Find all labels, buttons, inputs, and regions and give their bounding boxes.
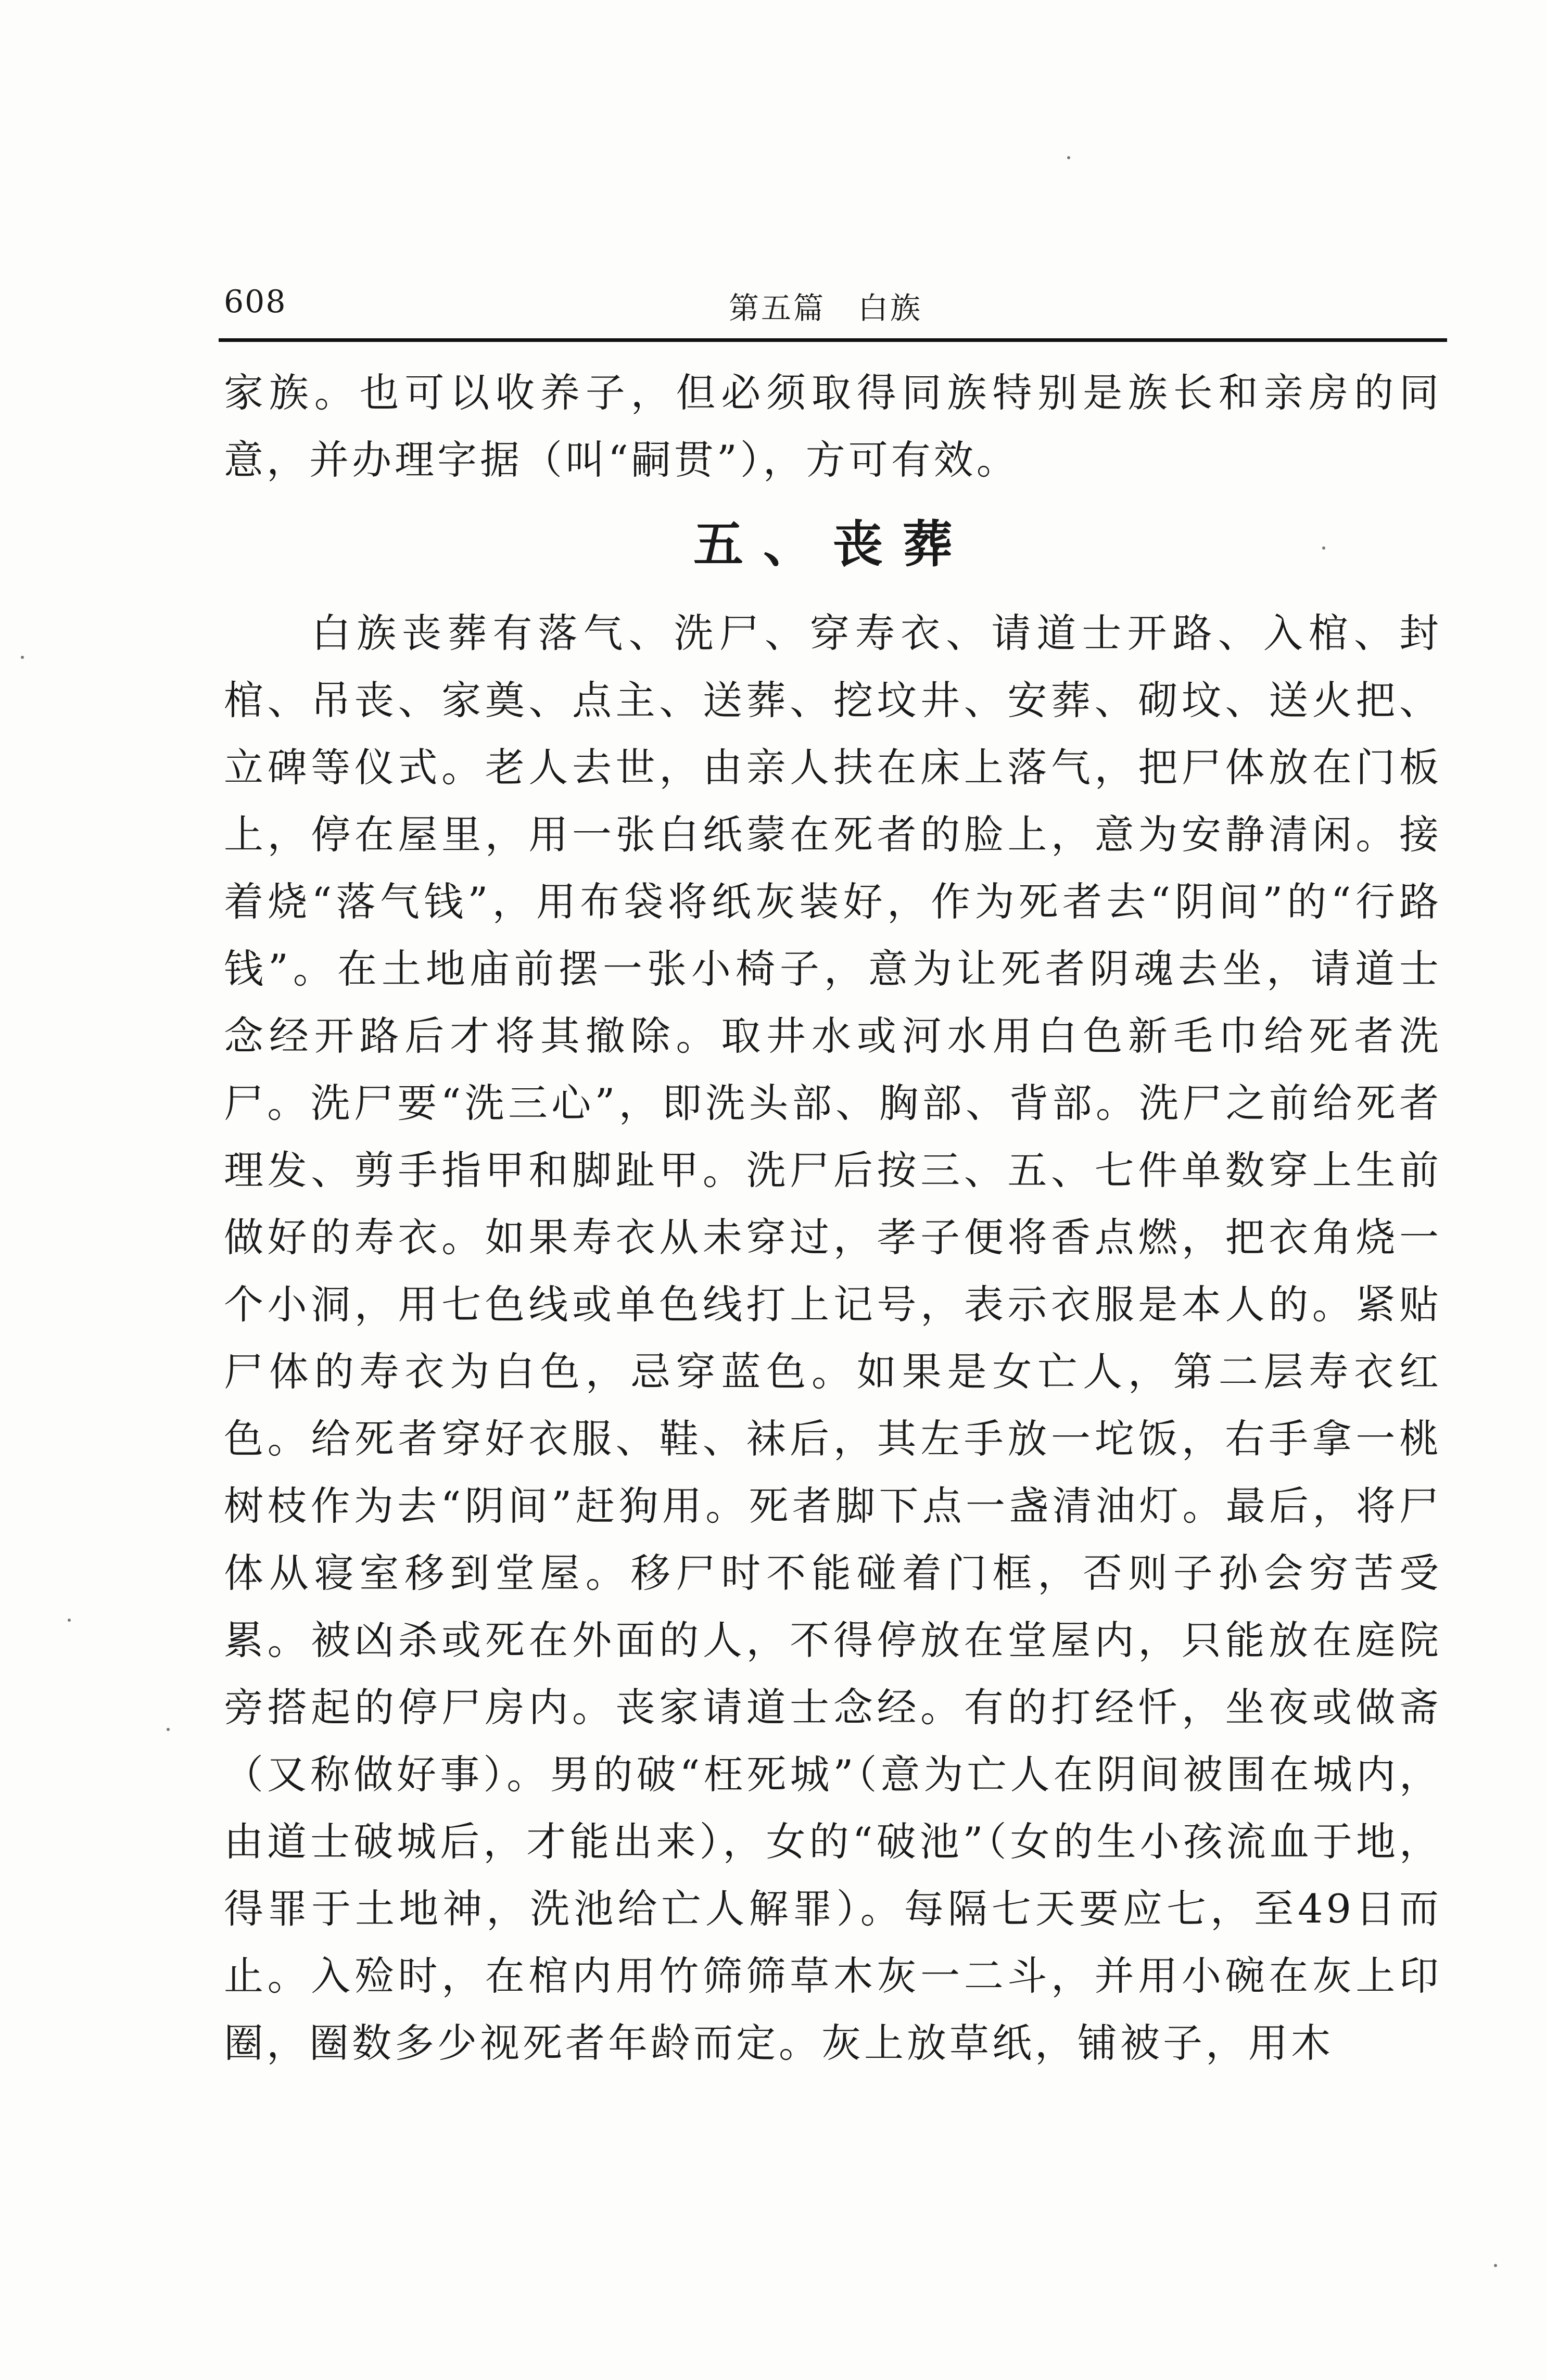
section-paragraph: 白族丧葬有落气、洗尸、穿寿衣、请道士开路、入棺、封棺、吊丧、家奠、点主、送葬、挖坟井、安葬、砌坟、送火把、立碑等仪式。老人去世，由亲人扶在床上落气，把尸体放在门板上，停在屋里，用一张白纸蒙在死者的脸上，意为安静清闲。接着烧“落气钱”，用布袋将纸灰装好，作为死者去“阴间”的“行路钱”。在土地庙前摆一张小椅子，意为让死者阴魂去坐，请道士念经开路后才将其撤除。取井水或河水用白色新毛巾给死者洗尸。洗尸要“洗三心”，即洗头部、胸部、背部。洗尸之前给死者理发、剪手指甲和脚趾甲。洗尸后按三、五、七件单数穿上生前做好的寿衣。如果寿衣从未穿过，孝子便将香点燃，把衣角烧一个小洞，用七色线或单色线打上记号，表示衣服是本人的。紧贴尸体的寿衣为白色，忌穿蓝色。如果是女亡人，第二层寿衣红色。给死者穿好衣服、鞋、袜后，其左手放一坨饭，右手拿一桃树枝作为去“阴间”赶狗用。死者脚下点一盏清油灯。最后，将尸体从寝室移到堂屋。移尸时不能碰着门框，否则子孙会穷苦受累。被凶杀或死在外面的人，不得停放在堂屋内，只能放在庭院旁搭起的停尸房内。丧家请道士念经。有的打经忏，坐夜或做斋（又称做好事）。男的破“枉死城”（意为亡人在阴间被围在城内，由道士破城后，才能出来），女的“破池”（女的生小孩流血于地，得罪于土地神，洗池给亡人解罪）。每隔七天要应七，至49日而止。入殓时，在棺内用竹筛筛草木灰一二斗，并用小碗在灰上印圈，圈数多少视死者年龄而定。灰上放草纸，铺被子，用木 <box>224 610 1442 2066</box>
scan-speck <box>68 1619 71 1622</box>
running-title: 第五篇 白族 <box>729 290 923 326</box>
section-heading: 五、丧葬 <box>693 515 972 574</box>
page-number: 608 <box>224 284 287 320</box>
scan-speck <box>1067 156 1070 159</box>
continuation-paragraph: 家族。也可以收养子，但必须取得同族特别是族长和亲房的同意，并办理字据（叫“嗣贯”），方可有效。 <box>224 370 1442 483</box>
page-header <box>219 273 1447 330</box>
body-text <box>224 359 1442 2077</box>
scan-speck <box>1322 546 1325 550</box>
scan-speck <box>21 656 24 659</box>
scan-speck <box>1494 2264 1497 2267</box>
scan-speck <box>167 1728 170 1731</box>
header-rule <box>219 338 1447 342</box>
